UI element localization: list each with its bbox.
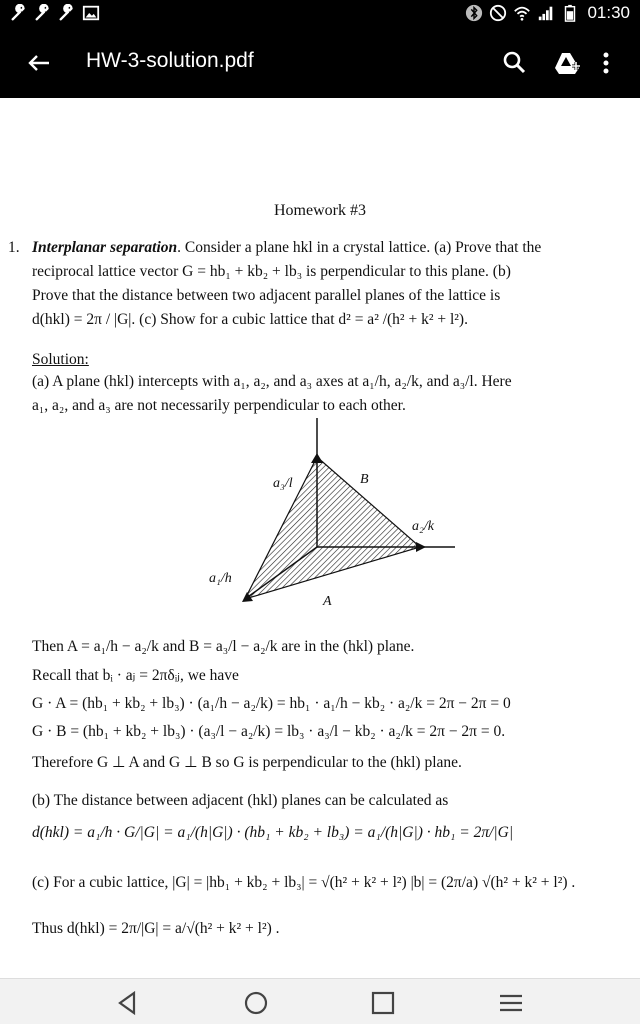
back-triangle-icon[interactable] [114, 989, 142, 1017]
plane-figure [180, 418, 480, 618]
bluetooth-icon [465, 4, 483, 22]
search-icon[interactable] [500, 48, 530, 78]
file-title: HW-3-solution.pdf [86, 49, 254, 72]
recents-square-icon[interactable] [369, 989, 397, 1017]
part-a-line-1: (a) A plane (hkl) intercepts with a₁, a₂, and a₃ axes at a₁/h, a₂/k, and a₃/l. Here [32, 373, 512, 390]
recall-line: Recall that bᵢ · aⱼ = 2πδᵢⱼ, we have [32, 667, 239, 684]
wifi-icon [513, 4, 531, 22]
hkl-plane-face [245, 457, 420, 599]
solution-label: Solution: [32, 351, 89, 368]
therefore-line: Therefore G ⊥ A and G ⊥ B so G is perpendicular to the (hkl) plane. [32, 754, 462, 771]
page-heading: Homework #3 [274, 202, 366, 219]
image-icon [82, 4, 100, 22]
g-dot-a-line: G · A = (hb₁ + kb₂ + lb₃) · (a₁/h − a₂/k) = hb₁ · a₁/h − kb₂ · a₂/k = 2π − 2π = 0 [32, 695, 511, 712]
wrench-icon [34, 4, 52, 22]
thus-line: Thus d(hkl) = 2π/|G| = a/√(h² + k² + l²) . [32, 920, 280, 937]
status-left-icons [10, 4, 100, 22]
do-not-disturb-icon [489, 4, 507, 22]
label-a1: a₁/h [209, 571, 232, 586]
label-a3: a₃/l [273, 476, 293, 491]
wrench-icon [10, 4, 28, 22]
pdf-page[interactable] [0, 98, 640, 978]
back-arrow-icon[interactable] [24, 48, 54, 78]
problem-title: Interplanar separation [32, 239, 178, 256]
status-time: 01:30 [587, 3, 630, 22]
problem-line-2: reciprocal lattice vector G = hb₁ + kb₂ + lb₃ is perpendicular to this plane. (b) [32, 263, 511, 280]
label-a2: a₂/k [412, 519, 434, 534]
battery-icon [561, 4, 579, 22]
menu-lines-icon[interactable] [497, 989, 525, 1017]
label-a: A [323, 594, 332, 609]
problem-line-4: d(hkl) = 2π / |G|. (c) Show for a cubic lattice that d² = a² /(h² + k² + l²). [32, 311, 468, 328]
part-b-equation: d(hkl) = a₁/h · G/|G| = a₁/(h|G|) · (hb₁ + kb₂ + lb₃) = a₁/(h|G|) · hb₁ = 2π/|G| [32, 824, 514, 841]
problem-line-1 [32, 239, 541, 257]
part-b-line: (b) The distance between adjacent (hkl) planes can be calculated as [32, 792, 449, 809]
home-circle-icon[interactable] [242, 989, 270, 1017]
arrow-a2 [416, 542, 426, 552]
drive-add-icon[interactable] [552, 48, 582, 78]
g-dot-b-line: G · B = (hb₁ + kb₂ + lb₃) · (a₃/l − a₂/k) = lb₃ · a₃/l − kb₂ · a₂/k = 2π − 2π = 0. [32, 723, 506, 740]
problem-line-1-rest: . Consider a plane hkl in a crystal lattice. (a) Prove that the [177, 239, 542, 256]
problem-number: 1. [8, 239, 20, 256]
part-c-line: (c) For a cubic lattice, |G| = |hb₁ + kb₂ + lb₃| = √(h² + k² + l²) |b| = (2π/a) √(h² + k² + l²) . [32, 874, 576, 891]
more-vert-icon[interactable] [594, 48, 624, 78]
problem-line-3: Prove that the distance between two adjacent parallel planes of the lattice is [32, 287, 501, 304]
label-b: B [360, 472, 369, 487]
status-right-icons [465, 3, 630, 23]
signal-icon [537, 4, 555, 22]
part-a-line-2: a₁, a₂, and a₃ are not necessarily perpendicular to each other. [32, 397, 406, 414]
wrench-icon [58, 4, 76, 22]
then-line: Then A = a₁/h − a₂/k and B = a₃/l − a₂/k are in the (hkl) plane. [32, 638, 415, 655]
app-bar [0, 28, 640, 98]
navigation-bar [0, 978, 640, 1024]
arrow-a3 [311, 453, 323, 463]
status-bar [0, 0, 640, 28]
